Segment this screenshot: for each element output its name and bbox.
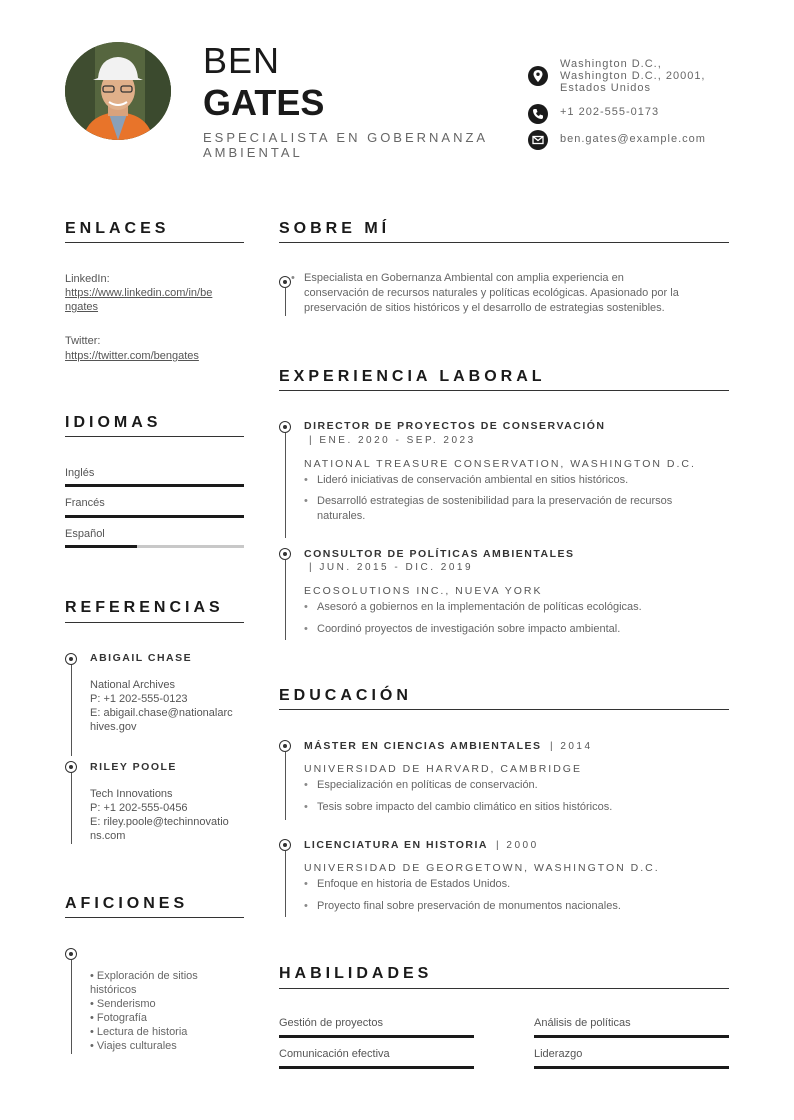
education-bullet: • Enfoque en historia de Estados Unidos. <box>317 877 510 892</box>
education-title <box>304 839 539 851</box>
timeline-marker <box>279 839 291 851</box>
skill-bar-fill <box>534 1066 729 1069</box>
timeline-line <box>285 752 286 820</box>
reference-email: ns.com <box>90 830 126 842</box>
reference-phone: P: +1 202-555-0456 <box>90 802 188 814</box>
section-divider <box>279 390 729 391</box>
reference-details <box>90 787 229 843</box>
hobby-item: • Exploración de sitios <box>90 970 198 982</box>
about-text <box>304 271 679 316</box>
timeline-line <box>285 560 286 640</box>
language-bar-track <box>65 484 244 487</box>
about-line: conservación de recursos naturales y políticas ecológicas. Apasionado por la <box>304 287 679 299</box>
language-bar-track <box>65 515 244 518</box>
hobbies-list <box>90 969 198 1053</box>
mail-icon <box>528 130 548 150</box>
education-bullet: • Tesis sobre impacto del cambio climático en sitios históricos. <box>317 800 612 815</box>
experience-heading: EXPERIENCIA LABORAL <box>279 368 546 385</box>
education-org: UNIVERSIDAD DE HARVARD, CAMBRIDGE <box>304 763 582 775</box>
education-bullet: • Especialización en políticas de conservación. <box>317 778 538 793</box>
degree-year: | 2000 <box>496 840 539 851</box>
degree-year: | 2014 <box>549 741 593 752</box>
section-divider <box>65 917 244 918</box>
twitter-link[interactable]: https://twitter.com/bengates <box>65 350 199 362</box>
reference-details <box>90 678 233 734</box>
hobby-item: • Senderismo <box>90 998 156 1010</box>
job-bullet: • Coordinó proyectos de investigación sobre impacto ambiental. <box>317 622 620 637</box>
reference-email: E: riley.poole@techinnovatio <box>90 816 229 828</box>
degree-name: MÁSTER EN CIENCIAS AMBIENTALES <box>304 740 542 752</box>
reference-org: Tech Innovations <box>90 788 173 800</box>
skill-bar-fill <box>279 1035 474 1038</box>
contact-phone: +1 202-555-0173 <box>560 106 660 118</box>
job-bullet: • Lideró iniciativas de conservación ambiental en sitios históricos. <box>317 473 628 488</box>
reference-phone: P: +1 202-555-0123 <box>90 693 188 705</box>
skill-name: Gestión de proyectos <box>279 1017 383 1029</box>
language-name: Inglés <box>65 467 95 479</box>
hobby-item: • Fotografía <box>90 1012 148 1024</box>
job-entry-org: NATIONAL TREASURE CONSERVATION, WASHINGTON D.C. <box>304 458 696 470</box>
timeline-marker <box>279 548 291 560</box>
profile-photo <box>65 42 171 140</box>
skill-name: Comunicación efectiva <box>279 1048 390 1060</box>
skill-name: Análisis de políticas <box>534 1017 631 1029</box>
hobbies-heading: AFICIONES <box>65 895 189 912</box>
address-line: Estados Unidos <box>560 82 652 94</box>
skill-bar-track <box>534 1035 729 1038</box>
reference-name: RILEY POOLE <box>90 761 177 773</box>
timeline-line <box>71 772 72 844</box>
skills-heading: HABILIDADES <box>279 965 433 982</box>
timeline-marker <box>279 740 291 752</box>
job-bullet <box>317 494 672 524</box>
hobby-item: históricos <box>90 984 137 996</box>
language-bar-track <box>65 545 244 548</box>
job-title-line: AMBIENTAL <box>203 145 303 160</box>
contact-address <box>560 58 706 94</box>
about-heading: SOBRE MÍ <box>279 220 391 237</box>
reference-email: E: abigail.chase@nationalarc <box>90 707 233 719</box>
timeline-line <box>285 851 286 917</box>
linkedin-url-line[interactable]: ngates <box>65 301 99 313</box>
skill-bar-fill <box>279 1066 474 1069</box>
address-line: Washington D.C., <box>560 58 662 70</box>
skill-bar-fill <box>534 1035 729 1038</box>
skill-bar-track <box>279 1066 474 1069</box>
skill-bar-track <box>279 1035 474 1038</box>
job-bullet-line: naturales. <box>317 510 366 522</box>
references-heading: REFERENCIAS <box>65 599 224 616</box>
job-bullet-line: • Desarrolló estrategias de sostenibilidad para la preservación de recursos <box>317 495 673 507</box>
job-entry-dates: | JUN. 2015 - DIC. 2019 <box>309 562 474 573</box>
section-divider <box>279 242 729 243</box>
reference-name: ABIGAIL CHASE <box>90 652 193 664</box>
about-line: • Especialista en Gobernanza Ambiental con amplia experiencia en <box>304 272 624 284</box>
hobby-item: • Lectura de historia <box>90 1026 188 1038</box>
section-divider <box>65 436 244 437</box>
contact-email[interactable]: ben.gates@example.com <box>560 133 706 145</box>
language-bar-fill <box>65 545 137 548</box>
language-bar-fill <box>65 515 244 518</box>
timeline-marker <box>65 761 77 773</box>
linkedin-url-line[interactable]: https://www.linkedin.com/in/be <box>65 287 213 299</box>
timeline-marker <box>279 421 291 433</box>
job-entry-org: ECOSOLUTIONS INC., NUEVA YORK <box>304 585 543 597</box>
links-heading: ENLACES <box>65 220 170 237</box>
education-title <box>304 740 593 752</box>
job-title <box>203 130 513 160</box>
job-entry-title: DIRECTOR DE PROYECTOS DE CONSERVACIÓN <box>304 420 606 432</box>
job-bullet: • Asesoró a gobiernos en la implementación de políticas ecológicas. <box>317 600 642 615</box>
skill-bar-track <box>534 1066 729 1069</box>
section-divider <box>279 709 729 710</box>
linkedin-label: LinkedIn: <box>65 273 110 285</box>
phone-icon <box>528 104 548 124</box>
education-org: UNIVERSIDAD DE GEORGETOWN, WASHINGTON D.C. <box>304 862 660 874</box>
education-bullet: • Proyecto final sobre preservación de monumentos nacionales. <box>317 899 621 914</box>
address-line: Washington D.C., 20001, <box>560 70 706 82</box>
language-bar-fill <box>65 484 244 487</box>
education-heading: EDUCACIÓN <box>279 687 412 704</box>
first-name: BEN <box>203 40 281 81</box>
linkedin-link[interactable] <box>65 286 212 314</box>
timeline-marker <box>279 276 291 288</box>
section-divider <box>65 622 244 623</box>
last-name: GATES <box>203 82 325 123</box>
job-title-line: ESPECIALISTA EN GOBERNANZA <box>203 130 489 145</box>
job-entry-dates: | ENE. 2020 - SEP. 2023 <box>309 435 476 446</box>
reference-org: National Archives <box>90 679 175 691</box>
timeline-line <box>285 432 286 538</box>
section-divider <box>65 242 244 243</box>
timeline-line <box>285 288 286 316</box>
timeline-line <box>71 664 72 756</box>
skill-name: Liderazgo <box>534 1048 583 1060</box>
language-name: Francés <box>65 497 105 509</box>
about-line: preservación de sitios históricos y el desarrollo de estrategias sostenibles. <box>304 302 665 314</box>
language-name: Español <box>65 528 105 540</box>
twitter-label: Twitter: <box>65 335 101 347</box>
languages-heading: IDIOMAS <box>65 414 162 431</box>
hobby-item: • Viajes culturales <box>90 1040 177 1052</box>
job-entry-title: CONSULTOR DE POLÍTICAS AMBIENTALES <box>304 548 575 560</box>
reference-email: hives.gov <box>90 721 137 733</box>
location-pin-icon <box>528 66 548 86</box>
timeline-line <box>71 960 72 1054</box>
timeline-marker <box>65 653 77 665</box>
timeline-marker <box>65 948 77 960</box>
section-divider <box>279 988 729 989</box>
degree-name: LICENCIATURA EN HISTORIA <box>304 839 488 851</box>
